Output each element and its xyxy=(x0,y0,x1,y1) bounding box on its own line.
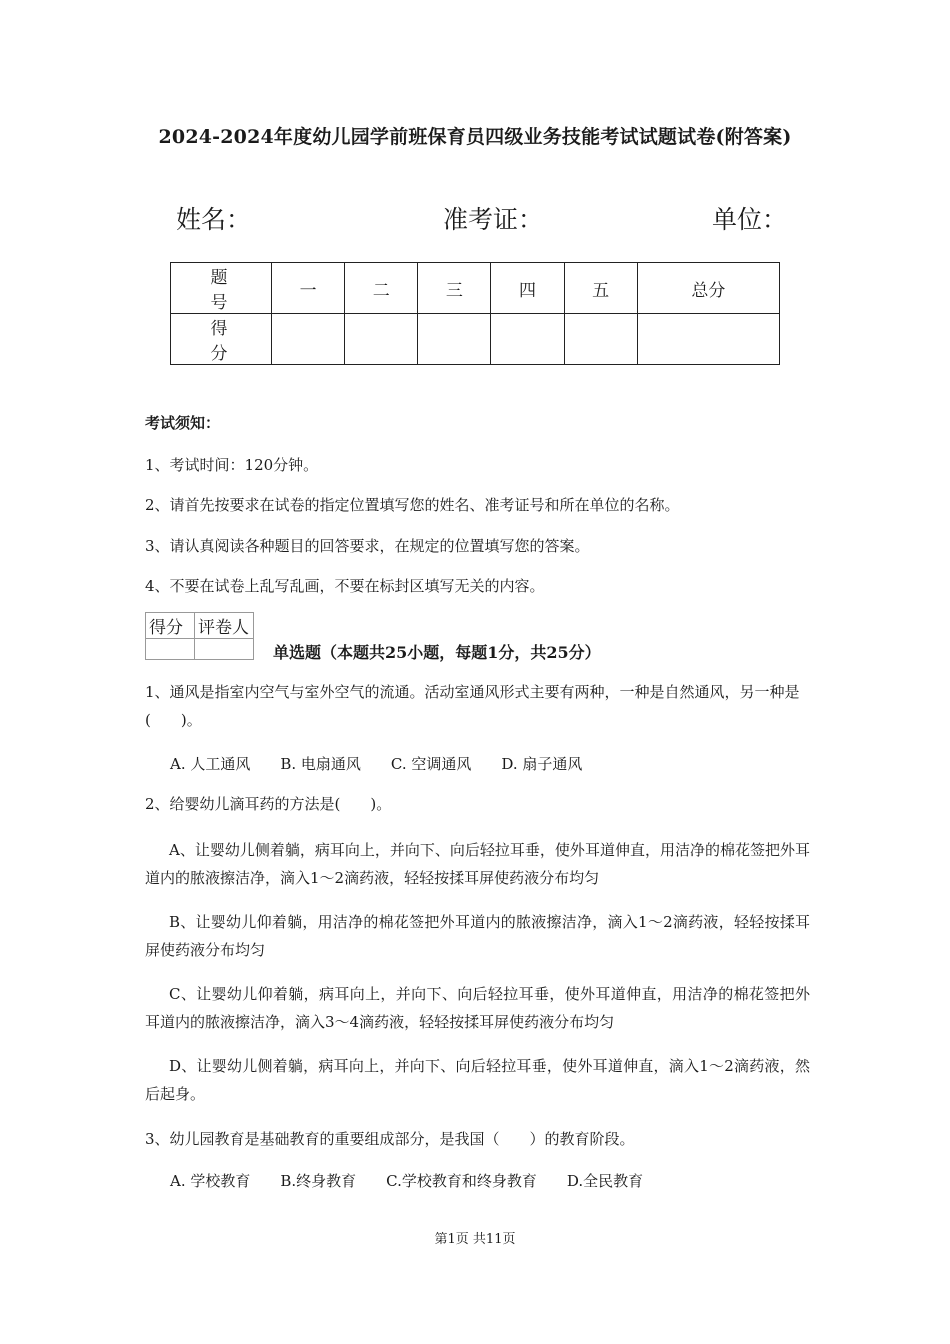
score-cell[interactable] xyxy=(491,314,564,365)
unit-field-label: 单位： xyxy=(712,205,788,234)
question-1-options: A. 人工通风 B. 电扇通风 C. 空调通风 D. 扇子通风 xyxy=(170,755,583,773)
exam-number-field-label: 准考证： xyxy=(443,205,544,234)
score-table-score-row xyxy=(171,314,780,365)
score-table-header-cell: 总分 xyxy=(637,263,779,314)
grader-box xyxy=(145,612,254,660)
score-table-header-cell: 五 xyxy=(564,263,637,314)
score-table-header-cell: 四 xyxy=(491,263,564,314)
score-cell[interactable] xyxy=(637,314,779,365)
grader-name-label: 评卷人 xyxy=(195,613,254,639)
page-footer: 第1页 共11页 xyxy=(434,1232,516,1247)
score-table-header-row xyxy=(171,263,780,314)
question-3-text: 3、幼儿园教育是基础教育的重要组成部分，是我国（ ）的教育阶段。 xyxy=(145,1130,635,1148)
document-title: 2024-2024年度幼儿园学前班保育员四级业务技能考试试题试卷(附答案) xyxy=(158,126,792,148)
score-table-row-label: 得 分 xyxy=(171,314,272,365)
score-table xyxy=(170,262,780,365)
score-cell[interactable] xyxy=(418,314,491,365)
score-table-header-cell: 二 xyxy=(345,263,418,314)
score-cell[interactable] xyxy=(564,314,637,365)
question-2-text: 2、给婴幼儿滴耳药的方法是( )。 xyxy=(145,795,392,813)
score-cell[interactable] xyxy=(345,314,418,365)
score-table-header-cell: 三 xyxy=(418,263,491,314)
candidate-fields xyxy=(0,200,950,240)
question-2-option-d: D、让婴幼儿侧着躺，病耳向上，并向下、向后轻拉耳垂，使外耳道伸直，滴入1～2滴药液，然后起身。 xyxy=(145,1057,810,1103)
question-2-option-a: A、让婴幼儿侧着躺，病耳向上，并向下、向后轻拉耳垂，使外耳道伸直，用洁净的棉花签把外耳道内的脓液擦洁净，滴入1～2滴药液，轻轻按揉耳屏使药液分布均匀 xyxy=(145,841,810,887)
score-table-header-label: 题 号 xyxy=(171,263,272,314)
grader-score-cell[interactable] xyxy=(146,639,195,660)
score-cell[interactable] xyxy=(272,314,345,365)
question-2-option-c: C、让婴幼儿仰着躺，病耳向上，并向下、向后轻拉耳垂，使外耳道伸直，用洁净的棉花签把外耳道内的脓液擦洁净，滴入3～4滴药液，轻轻按揉耳屏使药液分布均匀 xyxy=(145,985,810,1031)
grader-score-label: 得分 xyxy=(146,613,195,639)
notice-item: 3、请认真阅读各种题目的回答要求，在规定的位置填写您的答案。 xyxy=(145,537,590,555)
notice-item: 2、请首先按要求在试卷的指定位置填写您的姓名、准考证号和所在单位的名称。 xyxy=(145,496,680,514)
notice-item: 4、不要在试卷上乱写乱画，不要在标封区填写无关的内容。 xyxy=(145,577,545,595)
notice-item: 1、考试时间：120分钟。 xyxy=(145,456,319,474)
question-3-options: A. 学校教育 B.终身教育 C.学校教育和终身教育 D.全民教育 xyxy=(170,1172,644,1190)
section-title: 单选题（本题共25小题，每题1分，共25分） xyxy=(273,643,601,662)
question-1-text: 1、通风是指室内空气与室外空气的流通。活动室通风形式主要有两种，一种是自然通风，另一种是( )。 xyxy=(145,683,800,729)
notice-heading: 考试须知： xyxy=(145,414,221,432)
question-2-option-b: B、让婴幼儿仰着躺，用洁净的棉花签把外耳道内的脓液擦洁净，滴入1～2滴药液，轻轻按揉耳屏使药液分布均匀 xyxy=(145,913,810,959)
grader-name-cell[interactable] xyxy=(195,639,254,660)
name-field-label: 姓名： xyxy=(176,205,252,234)
score-table-header-cell: 一 xyxy=(272,263,345,314)
